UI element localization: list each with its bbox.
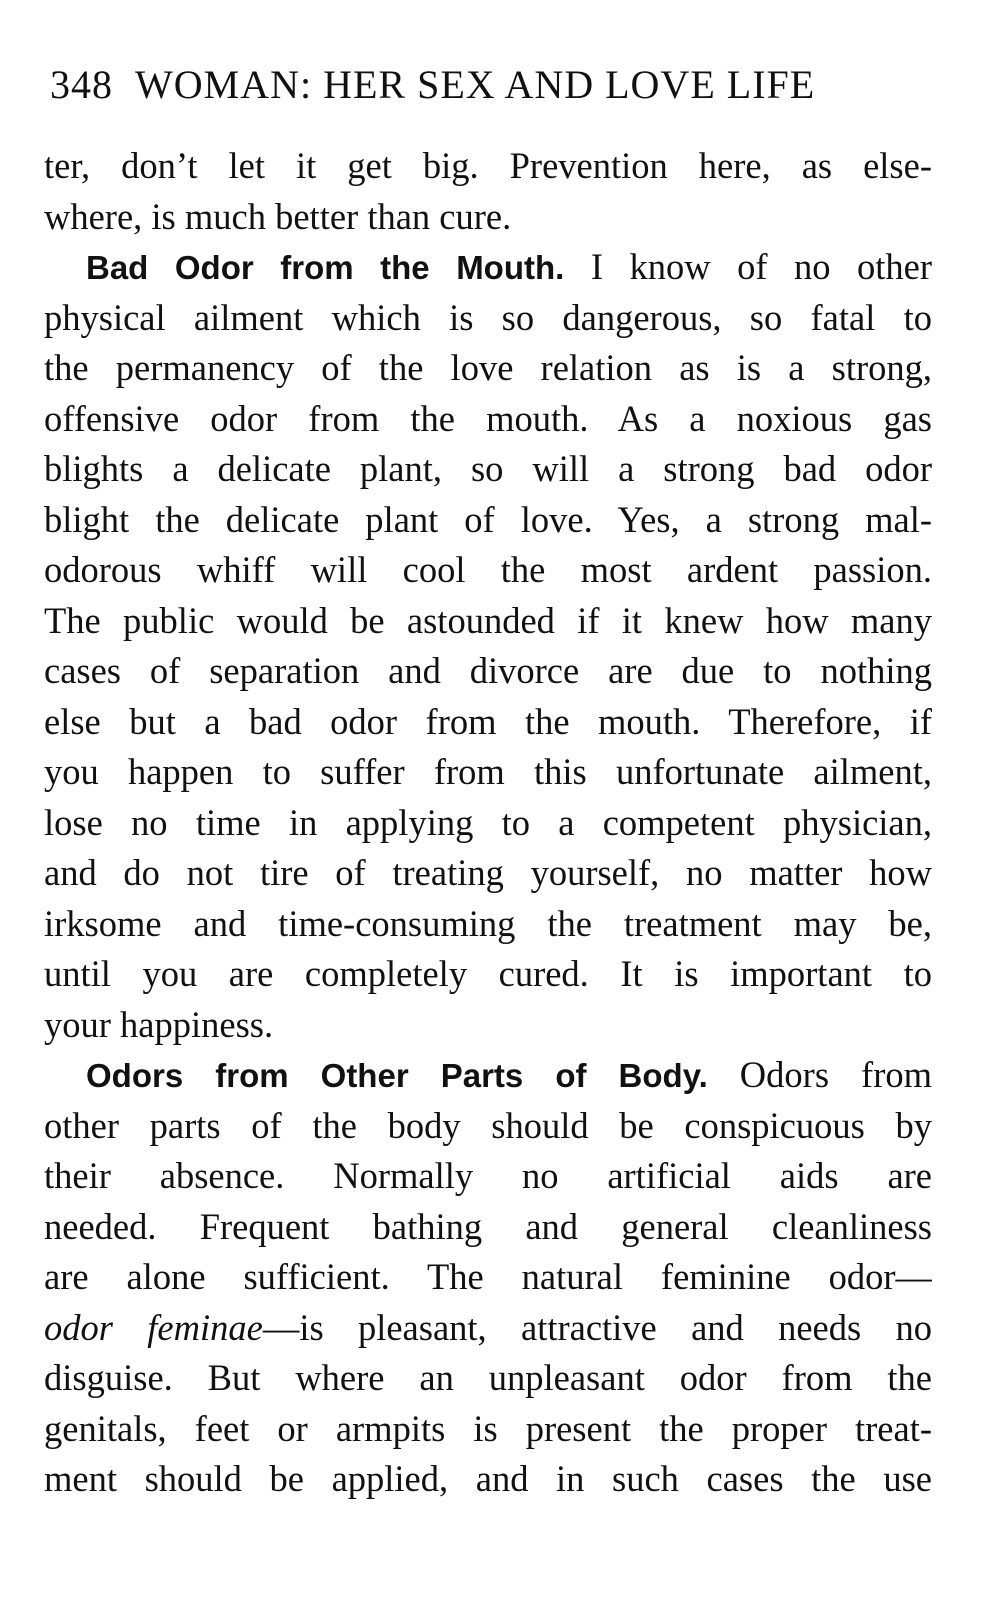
text-line: the permanency of the love relation as is a strong, bbox=[44, 347, 932, 388]
text-line: other parts of the body should be conspicuous by bbox=[44, 1104, 932, 1146]
text-run: —is pleasant, attractive and needs no bbox=[262, 1306, 932, 1348]
running-head bbox=[50, 62, 950, 108]
text-line: until you are completely cured. It is important to bbox=[44, 953, 932, 994]
text-line: cases of separation and divorce are due to nothing bbox=[44, 650, 932, 691]
text-line: where, is much better than cure. bbox=[44, 195, 512, 237]
text-line: genitals, feet or armpits is present the proper treat- bbox=[44, 1407, 932, 1449]
running-title: WOMAN: HER SEX AND LOVE LIFE bbox=[135, 62, 816, 107]
text-line: ter, don’t let it get big. Prevention here, as else- bbox=[44, 145, 932, 186]
page-number: 348 bbox=[50, 62, 113, 107]
text-line: needed. Frequent bathing and general cleanliness bbox=[44, 1205, 932, 1247]
text-line-with-italic bbox=[44, 1303, 932, 1354]
text-line: physical ailment which is so dangerous, so fatal to bbox=[44, 296, 932, 338]
text-line: and do not tire of treating yourself, no matter how bbox=[44, 852, 932, 893]
text-line: ment should be applied, and in such cases the use bbox=[44, 1458, 932, 1499]
section-first-line bbox=[44, 1050, 932, 1101]
section-heading-other-odors: Odors from Other Parts of Body. bbox=[86, 1057, 708, 1094]
text-run: I know of no other bbox=[564, 246, 932, 287]
text-line: disguise. But where an unpleasant odor from the bbox=[44, 1357, 932, 1398]
text-run: Odors from bbox=[707, 1054, 932, 1095]
text-line: odorous whiff will cool the most ardent passion. bbox=[44, 549, 932, 590]
text-line: their absence. Normally no artificial aids are bbox=[44, 1155, 932, 1196]
text-line: blights a delicate plant, so will a strong bad odor bbox=[44, 448, 932, 489]
section-heading-bad-odor: Bad Odor from the Mouth. bbox=[86, 249, 565, 286]
body-text bbox=[44, 141, 932, 1505]
text-line: irksome and time-consuming the treatment may be, bbox=[44, 902, 932, 944]
text-line: blight the delicate plant of love. Yes, a strong mal- bbox=[44, 498, 932, 540]
text-line: are alone sufficient. The natural feminine odor— bbox=[44, 1256, 932, 1297]
text-line: else but a bad odor from the mouth. Therefore, if bbox=[44, 700, 932, 742]
text-line: your happiness. bbox=[44, 1003, 274, 1045]
text-line: lose no time in applying to a competent physician, bbox=[44, 801, 932, 843]
text-line: The public would be astounded if it knew how many bbox=[44, 599, 932, 641]
text-line: offensive odor from the mouth. As a noxious gas bbox=[44, 397, 932, 439]
text-line: you happen to suffer from this unfortunate ailment, bbox=[44, 751, 932, 792]
italic-phrase: odor feminae bbox=[44, 1306, 263, 1348]
section-first-line bbox=[44, 242, 932, 293]
